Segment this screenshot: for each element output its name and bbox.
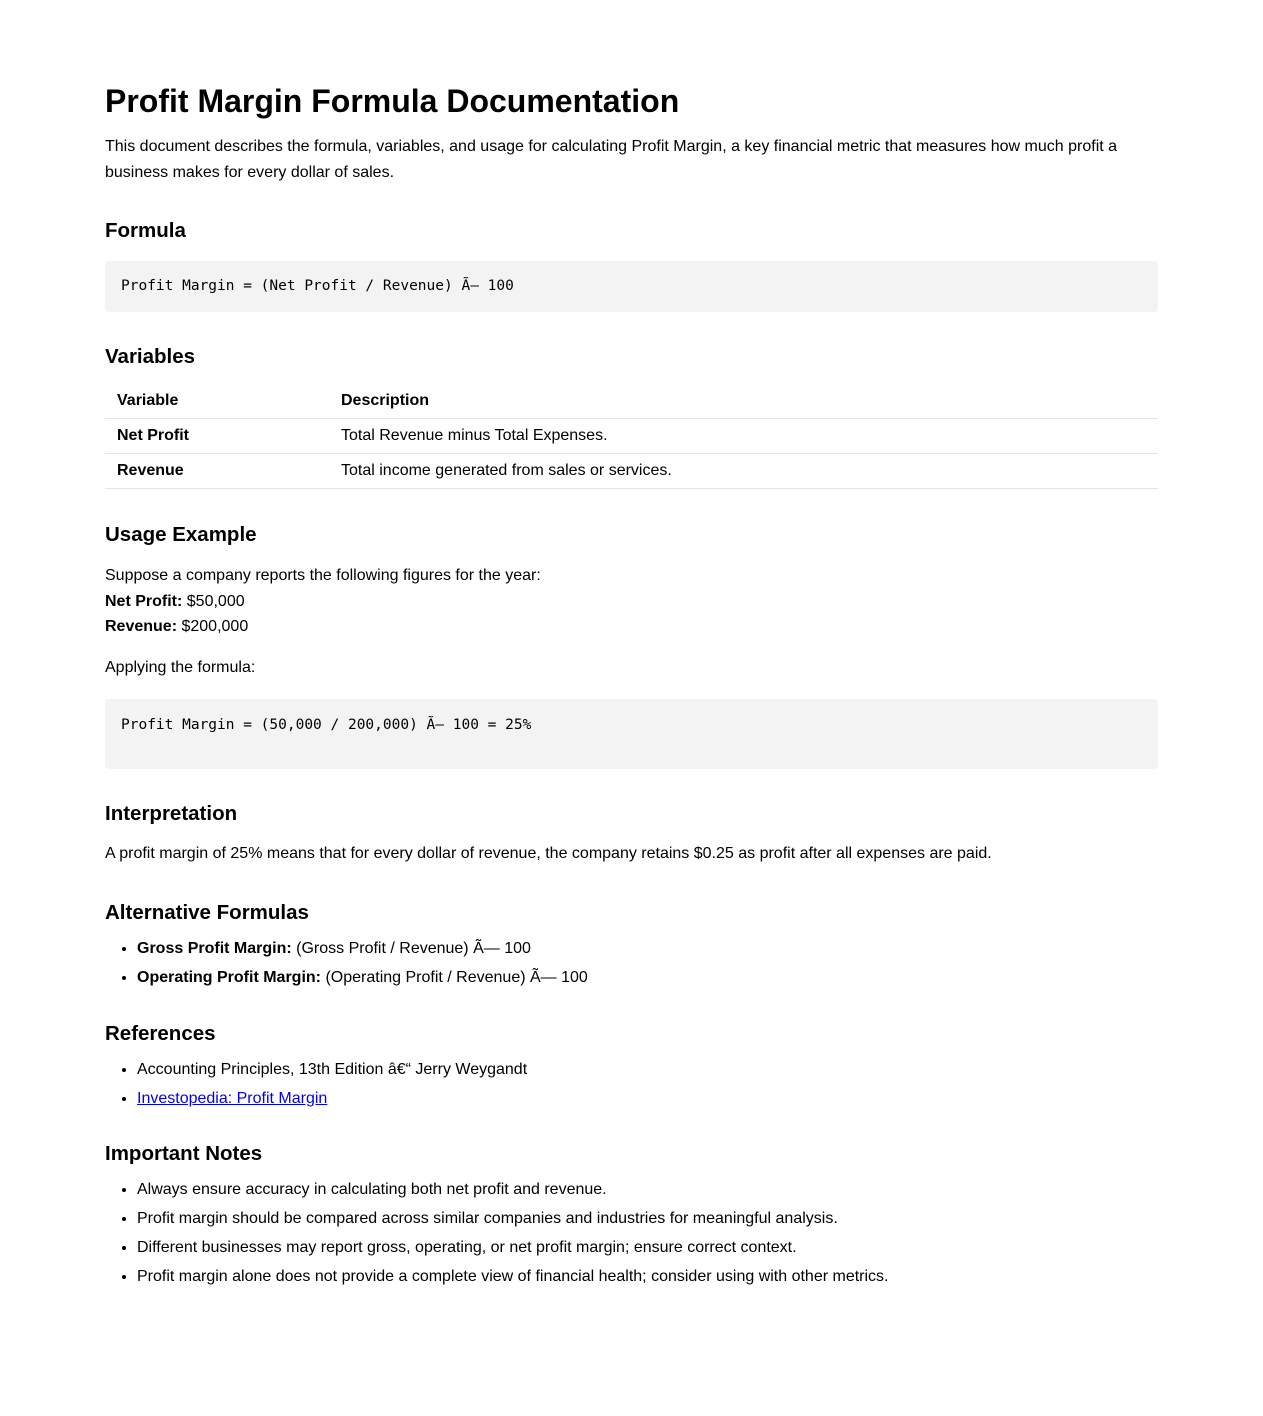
interpretation-text: A profit margin of 25% means that for every dollar of revenue, the company retains $0.25 as profit after all expenses are paid.	[105, 844, 992, 862]
variables-table	[105, 384, 1158, 489]
table-row	[105, 419, 1158, 454]
revenue-line	[105, 614, 1158, 640]
list-item: • Always ensure accuracy in calculating both net profit and revenue.	[137, 1175, 1158, 1204]
usage-figures	[105, 563, 1158, 640]
alternative-formulas-list	[105, 934, 1158, 992]
references-section	[105, 1021, 1158, 1113]
important-notes-heading: Important Notes	[105, 1141, 263, 1165]
list-item	[137, 934, 1158, 963]
alternative-formulas-heading: Alternative Formulas	[105, 900, 309, 924]
intro-paragraph: This document describes the formula, variables, and usage for calculating Profit Margin, a key financial metric that measures how much profit a business makes for every dollar of sales.	[105, 138, 1118, 181]
variable-description: Total income generated from sales or services.	[329, 454, 1158, 489]
list-item: • Profit margin should be compared across similar companies and industries for meaningful analysis.	[137, 1204, 1158, 1233]
formula-code-block: Profit Margin = (Net Profit / Revenue) Ã— 100	[105, 261, 1158, 312]
important-notes-section	[105, 1141, 1158, 1291]
formula-heading: Formula	[105, 219, 186, 242]
list-item: • Different businesses may report gross, operating, or net profit margin; ensure correct context.	[137, 1233, 1158, 1262]
list-item: • Profit margin alone does not provide a complete view of financial health; consider using with other metrics.	[137, 1262, 1158, 1291]
applying-text: Applying the formula:	[105, 658, 256, 676]
important-notes-list	[105, 1175, 1158, 1291]
references-heading: References	[105, 1021, 216, 1045]
references-list	[105, 1055, 1158, 1113]
list-item	[137, 963, 1158, 992]
example-code-block: Profit Margin = (50,000 / 200,000) Ã— 100 = 25%	[105, 699, 1158, 769]
page-title: Profit Margin Formula Documentation	[105, 83, 680, 119]
usage-heading: Usage Example	[105, 523, 257, 546]
net-profit-line	[105, 589, 1158, 615]
net-profit-label: Net Profit:	[105, 592, 183, 610]
column-header-variable: Variable	[105, 384, 329, 419]
column-header-description: Description	[329, 384, 1158, 419]
list-item	[137, 1084, 1158, 1113]
revenue-label: Revenue:	[105, 618, 178, 635]
alt-formula-label: Operating Profit Margin:	[137, 968, 321, 986]
usage-intro: Suppose a company reports the following figures for the year:	[105, 567, 541, 584]
document	[105, 0, 1158, 1291]
alt-formula-text: (Gross Profit / Revenue) Ã— 100	[291, 939, 531, 957]
net-profit-value: $50,000	[182, 592, 245, 610]
alt-formula-text: (Operating Profit / Revenue) Ã— 100	[321, 968, 588, 986]
variables-section	[105, 344, 1158, 489]
formula-section	[105, 218, 1158, 312]
alternative-formulas-section	[105, 900, 1158, 992]
interpretation-heading: Interpretation	[105, 801, 238, 825]
alt-formula-label: Gross Profit Margin:	[137, 939, 292, 957]
reference-book: • Accounting Principles, 13th Edition â€“ Jerry Weygandt	[137, 1055, 1158, 1084]
table-row	[105, 454, 1158, 489]
table-header-row	[105, 384, 1158, 419]
variables-heading: Variables	[105, 345, 196, 368]
variable-name: Revenue	[105, 454, 329, 489]
variable-description: Total Revenue minus Total Expenses.	[329, 419, 1158, 454]
usage-section	[105, 522, 1158, 769]
variable-name: Net Profit	[105, 419, 329, 454]
revenue-value: $200,000	[177, 618, 249, 635]
investopedia-link[interactable]: Investopedia: Profit Margin	[137, 1089, 328, 1107]
interpretation-section	[105, 801, 1158, 867]
